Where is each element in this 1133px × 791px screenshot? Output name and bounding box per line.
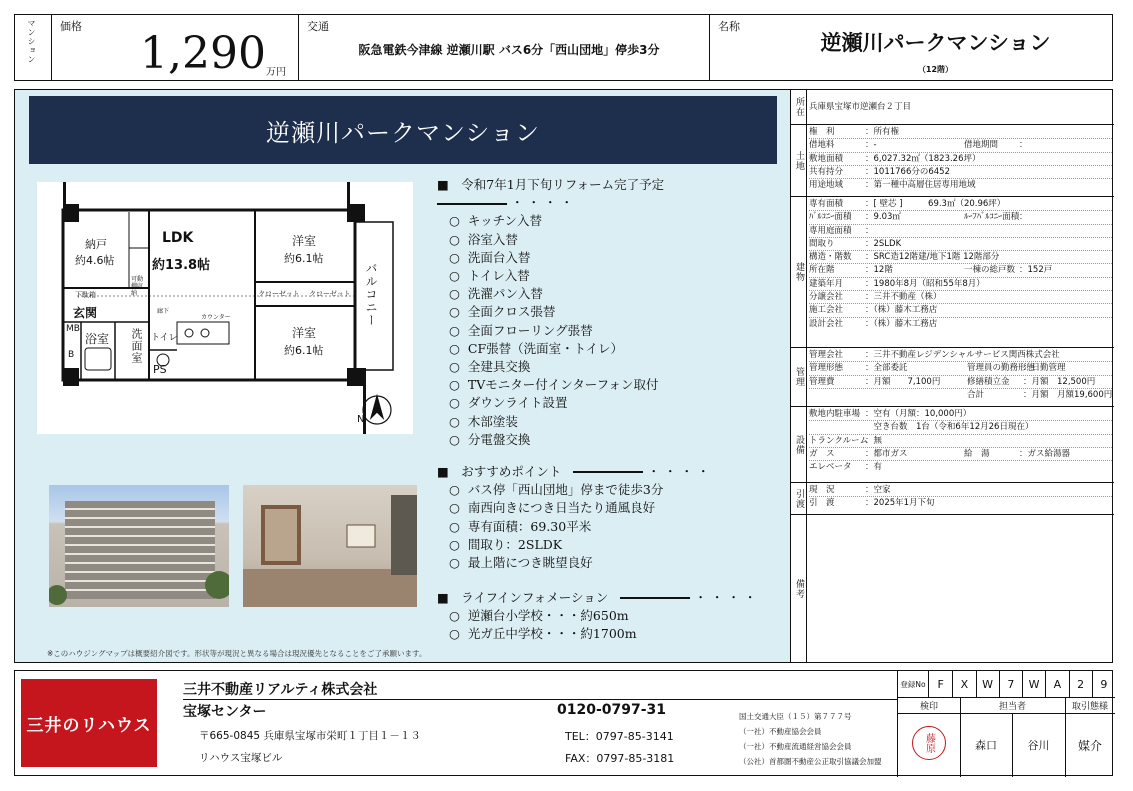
room-ldk-name: LDK xyxy=(162,230,194,246)
management-label: 管理 xyxy=(791,348,807,406)
detail-value: ：2SLDK xyxy=(865,238,902,249)
detail-key: 権 利 xyxy=(809,127,835,137)
detail-key: 引 渡 xyxy=(809,498,835,509)
detail-value: ：1980年8月（昭和55年8月） xyxy=(865,278,985,289)
detail-value: ：SRC造12階建/地下1階 12階部分 xyxy=(865,252,1000,263)
reform-item: ○ CF張替（洗面室・トイレ） xyxy=(437,340,664,358)
reg-char: A xyxy=(1045,671,1068,697)
detail-key: 施工会社 xyxy=(809,305,844,316)
recommend-item: ○ 南西向きにつき日当たり通風良好 xyxy=(437,499,713,517)
detail-row xyxy=(809,349,1112,362)
seal-stamp: 藤原 xyxy=(912,726,946,760)
reform-item: ○ 全面クロス張替 xyxy=(437,303,664,321)
association-3: （公社）首都圏不動産公正取引協議会加盟 xyxy=(739,757,882,766)
bath-label: 浴室 xyxy=(85,332,110,346)
reform-section xyxy=(437,176,664,449)
detail-value: ：三井不動産レジデンシャルサービス関西株式会社 xyxy=(865,350,1060,360)
association-1: （一社）不動産協会会員 xyxy=(739,727,822,736)
detail-key: 間取り xyxy=(809,238,835,249)
detail-key: 分譲会社 xyxy=(809,292,844,303)
detail-management xyxy=(791,348,1114,407)
access-cell xyxy=(299,15,710,80)
room-ldk-size: 約13.8帖 xyxy=(152,258,211,273)
recommend-title: ■ おすすめポイント xyxy=(437,464,562,479)
detail-key: 設計会社 xyxy=(809,318,844,329)
detail-value: ：有 xyxy=(865,462,883,473)
detail-key: 現 況 xyxy=(809,485,835,495)
building-photo xyxy=(49,485,229,607)
handover-rows xyxy=(809,484,1112,511)
detail-key: ﾊﾞﾙｺﾆｰ面積 xyxy=(809,212,852,223)
recommend-dots: ・・・・ xyxy=(647,464,714,479)
corridor-label: 廊下 xyxy=(157,308,170,315)
detail-key: 建築年月 xyxy=(809,278,844,289)
detail-row xyxy=(809,179,1112,192)
footer-bar xyxy=(14,670,1113,776)
detail-row xyxy=(809,421,1112,434)
management-rows xyxy=(809,349,1112,402)
reg-char: 7 xyxy=(999,671,1022,697)
reform-item: ○ 分電盤交換 xyxy=(437,431,664,449)
detail-value: ：空有（月額：10,000円） xyxy=(865,409,972,419)
detail-key: 専用庭面積 xyxy=(809,225,852,236)
detail-key-secondary: 合計 xyxy=(967,389,985,400)
reform-dots: ・・・・ xyxy=(511,195,578,211)
recommend-item: ○ 専有面積：69.30平米 xyxy=(437,518,713,536)
detail-row xyxy=(809,408,1112,421)
reform-item: ○ キッチン入替 xyxy=(437,212,664,230)
reform-item: ○ 全面フローリング張替 xyxy=(437,322,664,340)
b-label: B xyxy=(68,350,75,360)
reg-label: 登録No xyxy=(900,679,926,689)
free-dial: 0120-0797-31 xyxy=(557,702,667,718)
reform-item: ○ 洗濯パン入替 xyxy=(437,285,664,303)
ps-label: PS xyxy=(153,363,167,376)
detail-row xyxy=(809,278,1112,291)
floor-plan xyxy=(37,182,413,434)
kind-label: マンション xyxy=(27,19,36,64)
detail-row xyxy=(809,318,1112,331)
mb-label: MB xyxy=(66,324,80,334)
detail-value: ：6,027.32㎡（1823.26坪） xyxy=(865,153,981,164)
detail-key: 用途地域 xyxy=(809,180,844,191)
company-name: 三井不動産リアルティ株式会社 xyxy=(183,682,378,698)
property-name: 逆瀬川パークマンション xyxy=(820,31,1051,55)
recommend-item: ○ バス停「西山団地」停まで徒歩3分 xyxy=(437,481,713,499)
reg-char: W xyxy=(1022,671,1045,697)
detail-key: ガ ス xyxy=(809,448,835,459)
detail-row xyxy=(809,166,1112,179)
lifeinfo-dots: ・・・・ xyxy=(694,590,761,605)
detail-value: ： xyxy=(865,225,874,236)
detail-building xyxy=(791,197,1114,348)
detail-key: 管理会社 xyxy=(809,350,844,360)
detail-key-secondary: ﾙｰﾌﾊﾞﾙｺﾆｰ面積 xyxy=(964,212,1020,223)
detail-value-secondary: ：152戸 xyxy=(1019,265,1053,276)
room-west1-name: 洋室 xyxy=(292,234,317,248)
reform-item: ○ 浴室入替 xyxy=(437,231,664,249)
detail-key: 借地料 xyxy=(809,140,835,151)
detail-value-secondary: ： xyxy=(1019,212,1028,223)
land-label: 土地 xyxy=(791,125,807,196)
reg-char: F xyxy=(937,677,944,691)
detail-key: 管理費 xyxy=(809,376,835,387)
name-cell xyxy=(710,15,1111,80)
detail-key-secondary: 管理員の勤務形態 xyxy=(967,363,1036,374)
header-bar xyxy=(14,14,1113,81)
left-panel xyxy=(15,90,791,662)
detail-row xyxy=(809,304,1112,317)
detail-key: トランクルーム xyxy=(809,435,869,446)
detail-row xyxy=(809,126,1112,139)
price-label: 価格 xyxy=(60,20,82,33)
building-rows xyxy=(809,198,1112,331)
banner-title: 逆瀬川パークマンション xyxy=(29,96,777,164)
lifeinfo-item: ○ 光ガ丘中学校・・・約1700m xyxy=(437,625,760,643)
reform-item: ○ 全建具交換 xyxy=(437,358,664,376)
closet-label-2: クローゼット xyxy=(309,290,351,298)
detail-key: 敷地内駐車場 xyxy=(809,409,861,419)
price-unit: 万円 xyxy=(266,67,286,78)
detail-remarks xyxy=(791,515,1114,662)
recommend-title-row xyxy=(437,463,713,481)
disclaimer-note: ※このハウジングマップは概要紹介図です。形状等が現況と異なる場合は現況優先となることをご了承願います。 xyxy=(47,649,427,658)
reform-divider xyxy=(437,194,664,212)
detail-key: エレベータ xyxy=(809,462,852,473)
detail-value: ：第一種中高層住居専用地域 xyxy=(865,180,976,191)
staff-name-1: 森口 xyxy=(975,739,997,752)
staff-name-2: 谷川 xyxy=(1027,739,1050,752)
detail-key: 共有持分 xyxy=(809,166,844,177)
detail-value: ：1011766分の6452 xyxy=(865,166,950,177)
lifeinfo-title: ■ ライフインフォメーション xyxy=(437,590,609,605)
reform-item: ○ ダウンライト設置 xyxy=(437,394,664,412)
reg-char: 9 xyxy=(1092,671,1115,697)
detail-value-secondary: ：日勤管理 xyxy=(1023,363,1066,374)
price-cell xyxy=(52,15,299,80)
detail-row xyxy=(809,362,1112,375)
detail-row xyxy=(809,448,1112,461)
north-label: N xyxy=(357,414,365,425)
facility-label: 設備 xyxy=(791,407,807,482)
detail-value: ：月額 7,100円 xyxy=(865,376,941,387)
staff-label: 担当者 xyxy=(998,701,1026,712)
detail-key: 敷地面積 xyxy=(809,153,844,164)
detail-value: ：三井不動産（株） xyxy=(865,292,942,303)
land-rows xyxy=(809,126,1112,192)
location-label: 所在 xyxy=(791,90,807,124)
shoe-label: 下駄箱 xyxy=(75,291,96,299)
detail-value-secondary: ：ガス給湯器 xyxy=(1019,448,1071,459)
detail-key: 専有面積 xyxy=(809,199,844,209)
counter-label: カウンター xyxy=(201,314,231,321)
detail-value: 空き台数 1台（令和6年12月26日現在） xyxy=(865,422,1034,433)
access-label: 交通 xyxy=(307,20,329,33)
detail-value: ：9.03㎡ xyxy=(865,212,901,223)
lifeinfo-section xyxy=(437,589,760,644)
center-address: 〒665-0845 兵庫県宝塚市栄町１丁目１－１３ xyxy=(199,730,421,742)
detail-row xyxy=(809,376,1112,389)
deal-value: 媒介 xyxy=(1077,738,1102,753)
detail-facility xyxy=(791,407,1114,483)
detail-key: 管理形態 xyxy=(809,363,844,374)
rehouse-logo: 三井のリハウス xyxy=(21,679,157,767)
closet-label-1: クローゼット xyxy=(258,290,300,298)
recommend-section xyxy=(437,463,713,572)
reform-title: ■ 令和7年1月下旬リフォーム完了予定 xyxy=(437,177,665,192)
detail-value: ：無 xyxy=(865,435,883,446)
detail-value: ：都市ガス xyxy=(865,448,908,459)
location-value: 兵庫県宝塚市逆瀬台２丁目 xyxy=(809,102,912,112)
lobby-photo-drawing xyxy=(243,485,417,607)
detail-row xyxy=(809,435,1112,448)
storage-label: 可動棚収納 xyxy=(131,276,144,297)
room-storage-name: 納戸 xyxy=(85,238,107,251)
reform-item: ○ 木部塗装 xyxy=(437,413,664,431)
tel-number: TEL：0797-85-3141 xyxy=(565,730,674,743)
company-divider xyxy=(183,699,897,700)
registration-grid xyxy=(897,671,1114,777)
property-floor: （12階） xyxy=(917,65,954,74)
detail-row xyxy=(809,291,1112,304)
detail-table xyxy=(791,90,1114,662)
recommend-item: ○ 最上階につき眺望良好 xyxy=(437,554,713,572)
lifeinfo-title-row xyxy=(437,589,760,607)
reg-char: 2 xyxy=(1069,671,1092,697)
detail-value: ：2025年1月下旬 xyxy=(865,498,935,509)
detail-key: 構造・階数 xyxy=(809,252,852,263)
detail-key-secondary: 修繕積立金 xyxy=(967,376,1010,387)
handover-label: 引渡 xyxy=(791,483,807,514)
entrance-label: 玄関 xyxy=(73,306,98,320)
room-west1-size: 約6.1帖 xyxy=(284,252,324,265)
detail-row xyxy=(809,251,1112,264)
fax-number: FAX：0797-85-3181 xyxy=(565,752,675,765)
detail-row xyxy=(809,238,1112,251)
detail-value: ：12階 xyxy=(865,265,893,276)
price-value: 1,290 xyxy=(140,28,266,79)
building-photo-drawing xyxy=(49,485,229,607)
detail-row xyxy=(809,389,1112,402)
detail-row xyxy=(809,225,1112,238)
detail-row xyxy=(809,211,1112,224)
center-name: 宝塚センター xyxy=(183,704,267,720)
reg-char: W xyxy=(976,671,999,697)
deal-label: 取引態様 xyxy=(1071,701,1108,712)
building-label: 建物 xyxy=(791,197,807,347)
detail-value: ：- xyxy=(865,140,877,151)
detail-value-secondary: ： xyxy=(1019,140,1028,151)
room-west2-size: 約6.1帖 xyxy=(284,344,324,357)
detail-key-secondary: 借地期間 xyxy=(964,140,999,151)
association-2: （一社）不動産流通経営協会会員 xyxy=(739,742,852,751)
license-number: 国土交通大臣（１５）第７７７号 xyxy=(739,712,852,721)
detail-row xyxy=(809,264,1112,277)
recommend-item: ○ 間取り：2SLDK xyxy=(437,536,713,554)
wash-label: 洗面室 xyxy=(130,328,143,364)
access-value: 阪急電鉄今津線 逆瀬川駅 バス6分「西山団地」停歩3分 xyxy=(358,43,660,57)
lobby-photo xyxy=(243,485,417,607)
facility-rows xyxy=(809,408,1112,474)
detail-value: ：所有権 xyxy=(865,127,900,137)
detail-row xyxy=(809,484,1112,497)
reform-item: ○ 洗面台入替 xyxy=(437,249,664,267)
center-building: リハウス宝塚ビル xyxy=(199,752,283,764)
reg-char: X xyxy=(952,671,975,697)
remarks-label: 備考 xyxy=(791,515,807,662)
detail-row xyxy=(809,198,1112,211)
detail-value: ：[ 壁芯 ] 69.3㎡（20.96坪） xyxy=(865,199,1006,209)
room-west2-name: 洋室 xyxy=(292,326,317,340)
balcony-label: バルコニー xyxy=(364,262,378,327)
detail-key-secondary: 一棟の総戸数 xyxy=(964,265,1016,276)
detail-row xyxy=(809,139,1112,152)
detail-location xyxy=(791,90,1114,125)
seal-label: 検印 xyxy=(919,701,938,712)
detail-value: ：（株）藤木工務店 xyxy=(865,318,938,329)
reform-item: ○ トイレ入替 xyxy=(437,267,664,285)
kind-cell xyxy=(15,15,52,80)
detail-key: 所在階 xyxy=(809,265,835,276)
reform-item: ○ TVモニター付インターフォン取付 xyxy=(437,376,664,394)
detail-value: ：全部委託 xyxy=(865,363,908,374)
lifeinfo-item: ○ 逆瀬台小学校・・・約650m xyxy=(437,607,760,625)
detail-value-secondary: ：月額 月額19,600円 xyxy=(1023,389,1113,400)
detail-handover xyxy=(791,483,1114,515)
detail-value-secondary: ：月額 12,500円 xyxy=(1023,376,1096,387)
detail-value: ：（株）藤木工務店 xyxy=(865,305,938,316)
detail-row xyxy=(809,497,1112,510)
detail-key-secondary: 給 湯 xyxy=(964,448,990,459)
detail-value: ：空家 xyxy=(865,485,891,495)
detail-row xyxy=(809,153,1112,166)
detail-row xyxy=(809,461,1112,474)
toilet-label: トイレ xyxy=(151,333,178,343)
name-label: 名称 xyxy=(718,20,740,33)
room-storage-size: 約4.6帖 xyxy=(75,254,115,267)
detail-land xyxy=(791,125,1114,197)
main-area xyxy=(14,89,1113,663)
